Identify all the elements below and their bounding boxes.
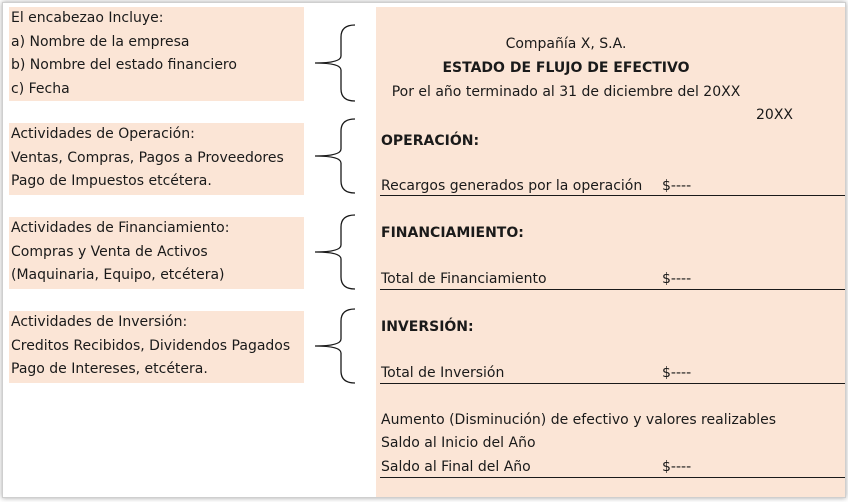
box-line: Creditos Recibidos, Dividendos Pagados [11, 337, 291, 354]
closing-balance-label: Saldo al Final del Año [381, 459, 531, 475]
box-line: Pago de Impuestos etcétera. [11, 173, 212, 189]
box-line: Actividades de Financiamiento: [11, 220, 230, 236]
cash-flow-figure [2, 2, 846, 498]
divider-line [380, 195, 845, 196]
statement-period: Por el año terminado al 31 de diciembre del 20XX [391, 84, 741, 100]
curly-brace-icon [311, 307, 361, 385]
opening-balance-label: Saldo al Inicio del Año [381, 435, 536, 451]
box-line: (Maquinaria, Equipo, etcétera) [11, 267, 225, 283]
curly-brace-icon [311, 117, 361, 195]
investment-total-value: $---- [662, 365, 692, 381]
box-line: b) Nombre del estado financiero [11, 57, 237, 73]
operation-total-label: Recargos generados por la operación [381, 178, 643, 194]
curly-brace-icon [311, 213, 361, 291]
box-line: Compras y Venta de Activos [11, 243, 208, 260]
financing-total-label: Total de Financiamiento [381, 271, 547, 287]
box-line: El encabezao Incluye: [11, 10, 164, 26]
divider-line [380, 383, 845, 384]
financing-explanation-box [9, 217, 304, 289]
operation-heading: OPERACIÓN: [381, 133, 480, 149]
box-line: Actividades de Operación: [11, 126, 195, 142]
divider-line [380, 289, 845, 290]
box-line: Ventas, Compras, Pagos a Proveedores [11, 149, 284, 166]
investment-heading: INVERSIÓN: [381, 319, 474, 335]
investment-total-label: Total de Inversión [381, 365, 505, 381]
financing-heading: FINANCIAMIENTO: [381, 225, 524, 241]
curly-brace-icon [311, 23, 361, 103]
cash-flow-statement [376, 7, 845, 497]
box-line: Pago de Intereses, etcétera. [11, 361, 208, 377]
divider-line [380, 477, 845, 478]
financing-total-value: $---- [662, 271, 692, 287]
header-explanation-box [9, 7, 304, 101]
statement-title: ESTADO DE FLUJO DE EFECTIVO [442, 60, 690, 76]
year-column-header: 20XX [756, 107, 793, 123]
box-line: Actividades de Inversión: [11, 314, 188, 330]
box-line: a) Nombre de la empresa [11, 33, 190, 50]
cash-change-label: Aumento (Disminución) de efectivo y valores realizables [381, 412, 777, 428]
operation-total-value: $---- [662, 178, 692, 194]
investment-explanation-box [9, 311, 304, 383]
company-name: Compañía X, S.A. [505, 36, 627, 52]
closing-balance-value: $---- [662, 459, 692, 475]
operation-explanation-box [9, 123, 304, 195]
box-line: c) Fecha [11, 80, 70, 97]
